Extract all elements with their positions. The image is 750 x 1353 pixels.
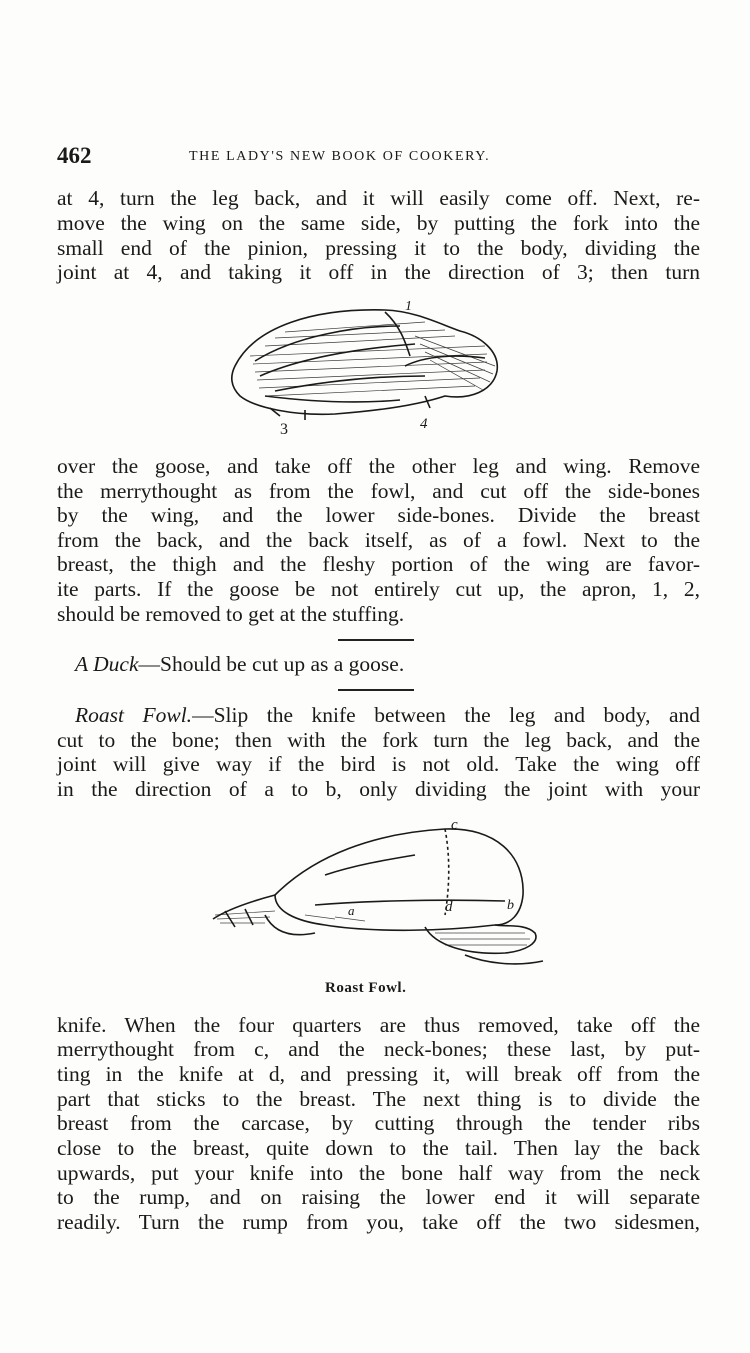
section-divider	[338, 689, 414, 691]
figure-label-d: d	[445, 899, 453, 915]
duck-title: A Duck	[75, 652, 139, 676]
text-line: from the back, and the back itself, as of a fowl. Next to the	[57, 528, 700, 552]
text-line: over the goose, and take off the other leg and wing. Remove	[57, 454, 700, 478]
text-line: cut to the bone; then with the fork turn the leg back, and the	[57, 728, 700, 752]
section-divider	[338, 639, 414, 641]
roast-fowl-illustration	[205, 815, 550, 975]
duck-entry	[75, 652, 700, 676]
figure-label-b: b	[507, 898, 514, 913]
text-line: close to the breast, quite down to the tail. Then lay the back	[57, 1136, 700, 1160]
duck-text: —Should be cut up as a goose.	[138, 652, 405, 676]
text-line: merrythought from c, and the neck-bones; these last, by put-	[57, 1037, 700, 1061]
text-line: ite parts. If the goose be not entirely cut up, the apron, 1, 2,	[57, 577, 700, 601]
goose-illustration	[225, 296, 515, 436]
text-line: part that sticks to the breast. The next thing is to divide the	[57, 1087, 700, 1111]
text-line: should be removed to get at the stuffing.	[57, 602, 405, 626]
figure-label-4: 4	[420, 416, 428, 432]
text-line: joint will give way if the bird is not old. Take the wing off	[57, 752, 700, 776]
text-line: small end of the pinion, pressing it to the body, dividing the	[57, 236, 700, 260]
text-line: knife. When the four quarters are thus removed, take off the	[57, 1013, 700, 1037]
text-line: breast, the thigh and the fleshy portion of the wing are favor-	[57, 552, 700, 576]
text-line: ting in the knife at d, and pressing it, will break off from the	[57, 1062, 700, 1086]
page-number: 462	[57, 143, 92, 168]
figure-label-3: 3	[280, 421, 288, 436]
figure-label-a: a	[348, 903, 355, 918]
text-line: in the direction of a to b, only dividing the joint with your	[57, 777, 700, 801]
text-line: upwards, put your knife into the bone half way from the neck	[57, 1161, 700, 1185]
text-line: by the wing, and the lower side-bones. Divide the breast	[57, 503, 700, 527]
text-line: the merrythought as from the fowl, and cut off the side-bones	[57, 479, 700, 503]
text-line: readily. Turn the rump from you, take off the two sidesmen,	[57, 1210, 700, 1234]
text-line: to the rump, and on raising the lower end it will separate	[57, 1185, 700, 1209]
figure-label-1: 1	[405, 299, 412, 314]
running-title: THE LADY'S NEW BOOK OF COOKERY.	[189, 149, 491, 164]
text-line	[75, 703, 700, 727]
figure-caption: Roast Fowl.	[325, 980, 407, 996]
roast-fowl-title: Roast Fowl.	[75, 703, 193, 727]
figure-label-c: c	[451, 817, 458, 833]
text-span: —Slip the knife between the leg and body, and	[192, 703, 700, 727]
text-line: move the wing on the same side, by putting the fork into the	[57, 211, 700, 235]
text-line: breast from the carcase, by cutting through the tender ribs	[57, 1111, 700, 1135]
text-line: at 4, turn the leg back, and it will easily come off. Next, re-	[57, 186, 700, 210]
text-line: joint at 4, and taking it off in the direction of 3; then turn	[57, 260, 700, 284]
page-header	[57, 143, 705, 171]
